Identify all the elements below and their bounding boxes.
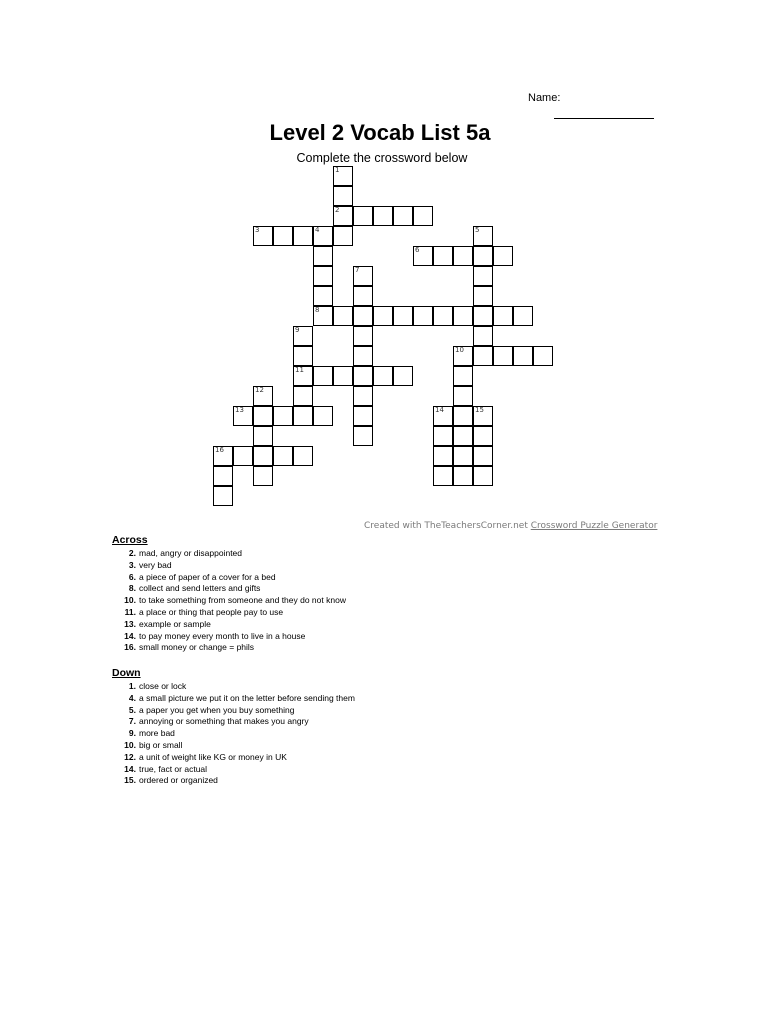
page-title: Level 2 Vocab List 5a — [269, 120, 491, 145]
clue-text: a paper you get when you buy something — [139, 704, 295, 715]
clue-across-10 — [112, 595, 369, 607]
grid-cell[interactable] — [293, 386, 313, 406]
grid-cell[interactable] — [433, 406, 453, 426]
grid-cell[interactable] — [333, 306, 353, 326]
grid-cell[interactable] — [253, 406, 273, 426]
grid-cell[interactable] — [473, 246, 493, 266]
grid-cell[interactable] — [273, 446, 293, 466]
clue-text: annoying or something that makes you angry — [139, 716, 309, 727]
clue-text: to pay money every month to live in a house — [139, 630, 306, 641]
grid-cell[interactable] — [293, 406, 313, 426]
cell-number: 9 — [295, 326, 300, 334]
clue-down-15 — [112, 775, 369, 787]
grid-cell[interactable] — [453, 466, 473, 486]
grid-cell[interactable] — [433, 246, 453, 266]
clue-number: 12. — [124, 751, 136, 762]
page-subtitle: Complete the crossword below — [296, 151, 468, 165]
clue-text: a unit of weight like KG or money in UK — [139, 751, 287, 762]
clue-number: 14. — [124, 630, 136, 641]
grid-cell[interactable] — [473, 306, 493, 326]
cell-number: 8 — [315, 306, 320, 314]
grid-cell[interactable] — [293, 226, 313, 246]
clue-number: 5. — [128, 704, 136, 715]
clue-text: example or sample — [139, 618, 211, 629]
cell-number: 1 — [335, 166, 340, 174]
clue-number: 13. — [124, 618, 136, 629]
cell-number: 16 — [215, 446, 224, 454]
cell-number: 15 — [475, 406, 484, 414]
grid-cell[interactable] — [313, 226, 333, 246]
grid-cell[interactable] — [333, 166, 353, 186]
cell-number: 4 — [315, 226, 320, 234]
clue-text: close or lock — [139, 681, 187, 691]
down-heading: Down — [112, 667, 141, 679]
cell-number: 3 — [255, 226, 260, 234]
grid-cell[interactable] — [453, 366, 473, 386]
cell-number: 11 — [295, 366, 304, 374]
clue-across-3 — [112, 560, 369, 572]
clue-text: big or small — [139, 739, 183, 750]
grid-cell[interactable] — [313, 246, 333, 266]
clue-down-10 — [112, 740, 369, 752]
clue-down-9 — [112, 728, 369, 740]
grid-cell[interactable] — [233, 446, 253, 466]
grid-cell[interactable] — [453, 406, 473, 426]
grid-cell[interactable] — [433, 426, 453, 446]
grid-cell[interactable] — [313, 406, 333, 426]
grid-cell[interactable] — [393, 206, 413, 226]
grid-cell[interactable] — [433, 306, 453, 326]
cell-number: 12 — [255, 386, 264, 394]
cell-number: 13 — [235, 406, 244, 414]
clue-number: 3. — [128, 559, 136, 570]
clue-across-14 — [112, 631, 369, 643]
grid-cell[interactable] — [213, 446, 233, 466]
clue-down-12 — [112, 752, 369, 764]
clue-number: 8. — [128, 583, 136, 594]
grid-cell[interactable] — [313, 266, 333, 286]
clue-across-11 — [112, 607, 369, 619]
grid-cell[interactable] — [453, 386, 473, 406]
grid-cell[interactable] — [253, 466, 273, 486]
grid-cell[interactable] — [333, 226, 353, 246]
grid-cell[interactable] — [213, 466, 233, 486]
cell-number: 14 — [435, 406, 444, 414]
grid-cell[interactable] — [353, 306, 373, 326]
grid-cell[interactable] — [473, 466, 493, 486]
grid-cell[interactable] — [513, 346, 533, 366]
clue-down-5 — [112, 705, 369, 717]
grid-cell[interactable] — [453, 426, 473, 446]
clue-across-8 — [112, 583, 369, 595]
grid-cell[interactable] — [473, 266, 493, 286]
clue-number: 6. — [128, 571, 136, 582]
grid-cell[interactable] — [413, 246, 433, 266]
across-heading: Across — [112, 534, 148, 546]
grid-cell[interactable] — [453, 306, 473, 326]
clue-number: 11. — [124, 606, 136, 617]
clue-number: 16. — [124, 642, 136, 653]
grid-cell[interactable] — [353, 206, 373, 226]
credit-link[interactable]: Crossword Puzzle Generator — [530, 521, 658, 531]
grid-cell[interactable] — [313, 306, 333, 326]
grid-cell[interactable] — [413, 306, 433, 326]
grid-cell[interactable] — [533, 346, 553, 366]
clue-number: 9. — [128, 728, 136, 739]
grid-cell[interactable] — [333, 186, 353, 206]
clue-down-4 — [112, 693, 369, 705]
clue-across-2 — [112, 548, 369, 560]
clue-text: more bad — [139, 728, 175, 739]
clue-across-16 — [112, 642, 369, 654]
grid-cell[interactable] — [253, 226, 273, 246]
clue-down-1 — [112, 681, 369, 693]
grid-cell[interactable] — [353, 386, 373, 406]
grid-cell[interactable] — [273, 406, 293, 426]
grid-cell[interactable] — [373, 306, 393, 326]
grid-cell[interactable] — [333, 366, 353, 386]
grid-cell[interactable] — [473, 346, 493, 366]
across-clues — [112, 534, 369, 654]
grid-cell[interactable] — [493, 246, 513, 266]
grid-cell[interactable] — [393, 366, 413, 386]
cell-number: 7 — [355, 266, 360, 274]
grid-cell[interactable] — [353, 406, 373, 426]
grid-cell[interactable] — [353, 326, 373, 346]
grid-cell[interactable] — [213, 486, 233, 506]
credit-line — [364, 521, 657, 531]
grid-cell[interactable] — [333, 206, 353, 226]
grid-cell[interactable] — [273, 226, 293, 246]
clue-text: small money or change = phils — [139, 642, 255, 653]
grid-cell[interactable] — [513, 306, 533, 326]
clue-number: 10. — [124, 595, 136, 606]
grid-cell[interactable] — [353, 286, 373, 306]
clue-text: ordered or organized — [139, 775, 218, 786]
cell-number: 5 — [475, 226, 480, 234]
grid-cell[interactable] — [453, 246, 473, 266]
name-label: Name: — [528, 92, 561, 104]
clue-number: 2. — [128, 548, 136, 558]
clue-number: 1. — [128, 681, 136, 691]
clue-down-14 — [112, 764, 369, 776]
clue-number: 15. — [124, 775, 136, 786]
clue-text: to take something from someone and they do not know — [139, 595, 346, 606]
clue-number: 7. — [128, 716, 136, 727]
clue-text: very bad — [139, 559, 172, 570]
grid-cell[interactable] — [353, 346, 373, 366]
clue-down-7 — [112, 716, 369, 728]
clue-across-13 — [112, 619, 369, 631]
grid-cell[interactable] — [493, 306, 513, 326]
clue-text: a place or thing that people pay to use — [139, 606, 284, 617]
grid-cell[interactable] — [253, 386, 273, 406]
grid-cell[interactable] — [253, 426, 273, 446]
grid-cell[interactable] — [453, 446, 473, 466]
grid-cell[interactable] — [473, 286, 493, 306]
down-clues — [112, 667, 369, 787]
grid-cell[interactable] — [473, 446, 493, 466]
grid-cell[interactable] — [233, 406, 253, 426]
clue-text: a small picture we put it on the letter before sending them — [139, 692, 355, 703]
grid-cell[interactable] — [473, 426, 493, 446]
grid-cell[interactable] — [353, 366, 373, 386]
clue-text: mad, angry or disappointed — [139, 548, 243, 558]
clue-text: a piece of paper of a cover for a bed — [139, 571, 276, 582]
clue-across-6 — [112, 572, 369, 584]
grid-cell[interactable] — [473, 406, 493, 426]
grid-cell[interactable] — [293, 446, 313, 466]
grid-cell[interactable] — [253, 446, 273, 466]
cell-number: 2 — [335, 206, 340, 214]
clue-number: 14. — [124, 763, 136, 774]
clue-number: 10. — [124, 739, 136, 750]
grid-cell[interactable] — [393, 306, 413, 326]
grid-cell[interactable] — [433, 466, 453, 486]
grid-cell[interactable] — [373, 366, 393, 386]
clue-text: collect and send letters and gifts — [139, 583, 261, 594]
grid-cell[interactable] — [313, 366, 333, 386]
grid-cell[interactable] — [433, 446, 453, 466]
clue-text: true, fact or actual — [139, 763, 208, 774]
name-input-line[interactable] — [554, 118, 654, 119]
credit-text: Created with TheTeachersCorner.net — [364, 521, 531, 531]
grid-cell[interactable] — [493, 346, 513, 366]
grid-cell[interactable] — [353, 266, 373, 286]
clue-number: 4. — [128, 692, 136, 703]
grid-cell[interactable] — [413, 206, 433, 226]
grid-cell[interactable] — [473, 326, 493, 346]
cell-number: 6 — [415, 246, 420, 254]
grid-cell[interactable] — [293, 366, 313, 386]
grid-cell[interactable] — [313, 286, 333, 306]
grid-cell[interactable] — [353, 426, 373, 446]
grid-cell[interactable] — [293, 326, 313, 346]
grid-cell[interactable] — [373, 206, 393, 226]
grid-cell[interactable] — [293, 346, 313, 366]
cell-number: 10 — [455, 346, 464, 354]
grid-cell[interactable] — [473, 226, 493, 246]
grid-cell[interactable] — [453, 346, 473, 366]
